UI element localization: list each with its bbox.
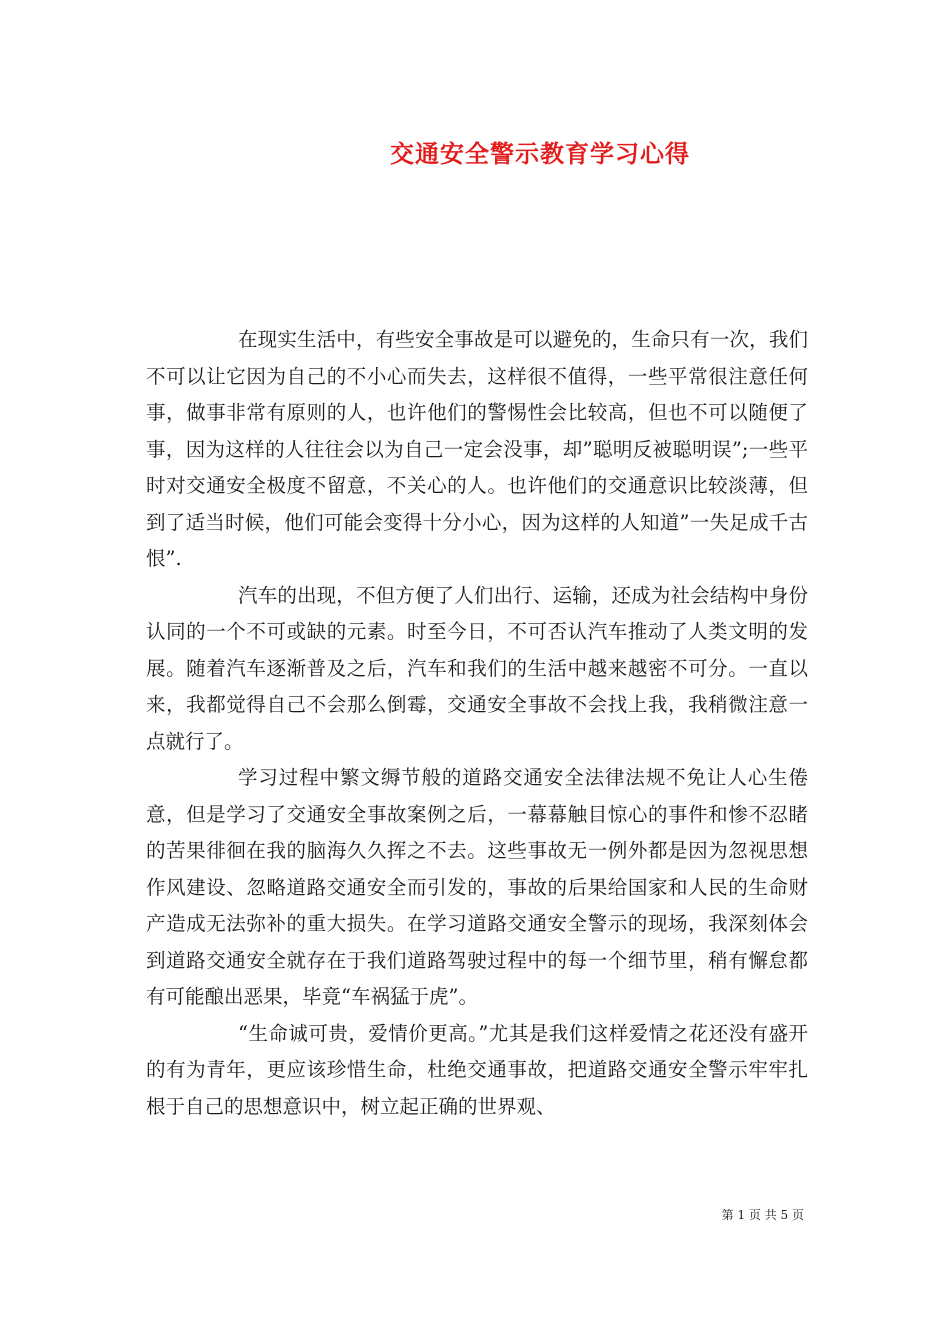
- paragraph-1: 在现实生活中，有些安全事故是可以避免的，生命只有一次，我们不可以让它因为自己的不小心而失去，这样很不值得，一些平常很注意任何事，做事非常有原则的人，也许他们的警惕性会比较高，但也不可以随便了事，因为这样的人往往会以为自己一定会没事，却”聪明反被聪明误”;一些平时对交通安全极度不留意，不关心的人。也许他们的交通意识比较淡薄，但到了适当时候，他们可能会变得十分小心，因为这样的人知道”一失足成千古恨”.: [146, 328, 808, 570]
- document-body: [146, 322, 808, 1125]
- document-title: 交通安全警示教育学习心得: [390, 139, 690, 168]
- paragraph-4: “生命诚可贵，爱情价更高。”尤其是我们这样爱情之花还没有盛开的有为青年，更应该珍惜生命，杜绝交通事故，把道路交通安全警示牢牢扎根于自己的思想意识中，树立起正确的世界观、: [146, 1021, 808, 1118]
- paragraph-2: 汽车的出现，不但方便了人们出行、运输，还成为社会结构中身份认同的一个不可或缺的元素。时至今日，不可否认汽车推动了人类文明的发展。随着汽车逐渐普及之后，汽车和我们的生活中越来越密不可分。一直以来，我都觉得自己不会那么倒霉，交通安全事故不会找上我，我稍微注意一点就行了。: [146, 583, 808, 753]
- paragraph-3: 学习过程中繁文缛节般的道路交通安全法律法规不免让人心生倦意，但是学习了交通安全事故案例之后，一幕幕触目惊心的事件和惨不忍睹的苦果徘徊在我的脑海久久挥之不去。这些事故无一例外都是因为忽视思想作风建设、忽略道路交通安全而引发的，事故的后果给国家和人民的生命财产造成无法弥补的重大损失。在学习道路交通安全警示的现场，我深刻体会到道路交通安全就存在于我们道路驾驶过程中的每一个细节里，稍有懈怠都有可能酿出恶果，毕竟“车祸猛于虎”。: [146, 766, 808, 1008]
- page-number-footer: 第 1 页 共 5 页: [721, 1208, 804, 1222]
